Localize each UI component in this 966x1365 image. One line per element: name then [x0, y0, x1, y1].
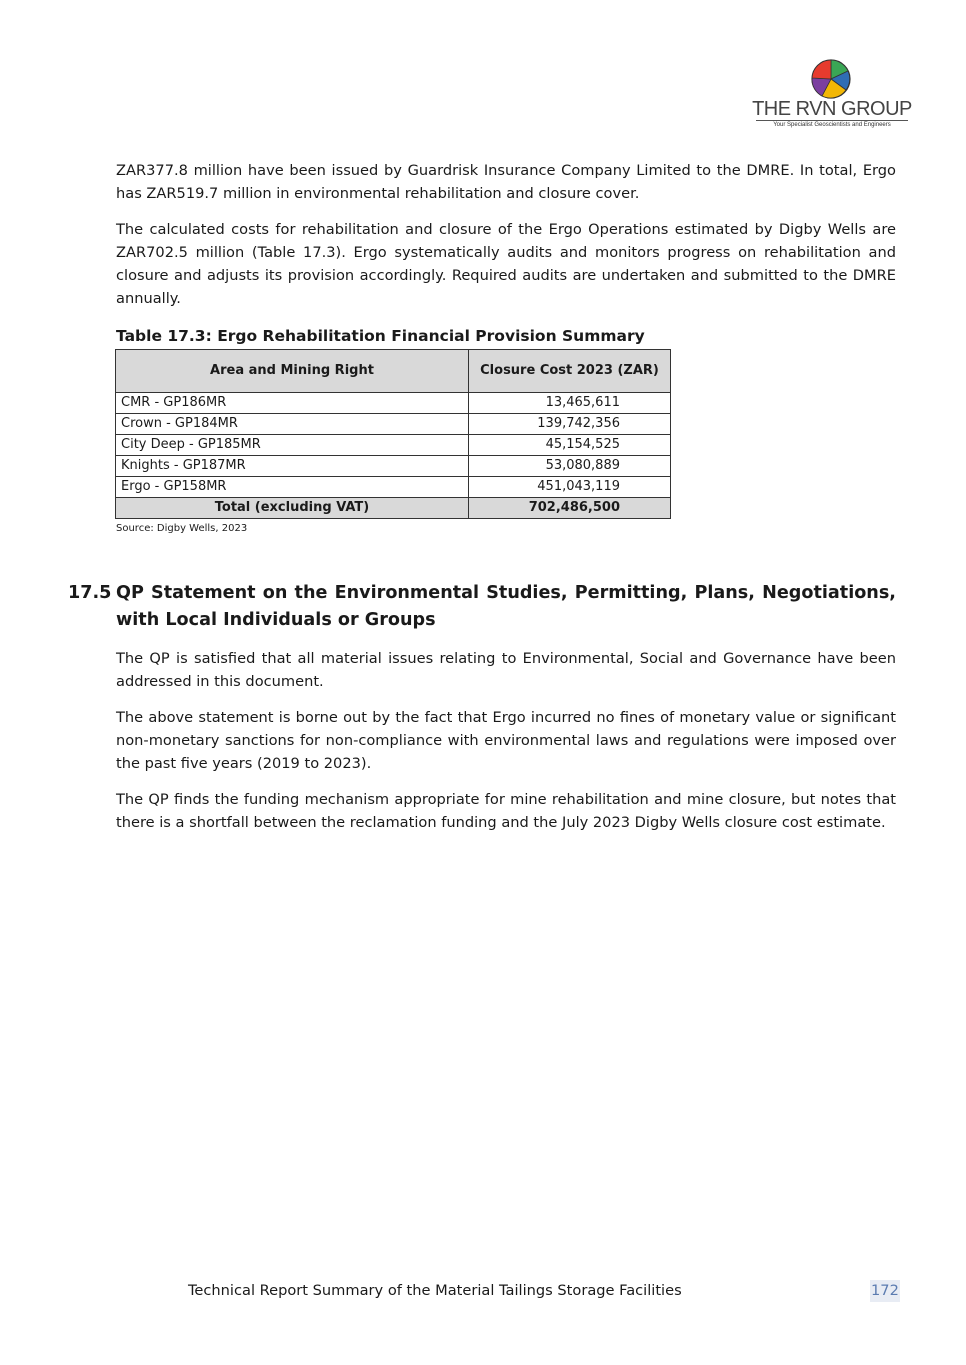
company-logo [752, 58, 912, 130]
row-cost: 13,465,611 [469, 393, 671, 414]
section-number: 17.5 [68, 583, 112, 603]
section-title: QP Statement on the Environmental Studies, Permitting, Plans, Negotiations, with Local Individuals or Groups [116, 583, 896, 630]
table-row [116, 477, 671, 498]
total-value: 702,486,500 [469, 498, 671, 519]
paragraph-funding: The QP finds the funding mechanism appropriate for mine rehabilitation and mine closure, but notes that there is a shortfall between the reclamation funding and the July 2023 Digby Wells closure cost estimate. [116, 791, 896, 831]
header-area: Area and Mining Right [116, 350, 469, 393]
row-cost: 53,080,889 [469, 456, 671, 477]
paragraph-statement: The above statement is borne out by the fact that Ergo incurred no fines of monetary value or significant non-monetary sanctions for non-compliance with environmental laws and regulations were imposed over the past five years (2019 to 2023). [116, 709, 896, 772]
logo-wheel-icon [810, 58, 852, 100]
row-area: CMR - GP186MR [116, 393, 469, 414]
section-heading [68, 580, 896, 634]
table-row [116, 393, 671, 414]
provision-table [115, 349, 671, 519]
total-label: Total (excluding VAT) [116, 498, 469, 519]
page-number: 172 [870, 1280, 900, 1302]
row-area: Knights - GP187MR [116, 456, 469, 477]
logo-tagline: Your Specialist Geoscientists and Engineers [773, 122, 891, 128]
table-header-row [116, 350, 671, 393]
row-cost: 45,154,525 [469, 435, 671, 456]
table-row [116, 435, 671, 456]
table-total-row [116, 498, 671, 519]
paragraph-cover: ZAR377.8 million have been issued by Guardrisk Insurance Company Limited to the DMRE. In total, Ergo has ZAR519.7 million in environmental rehabilitation and closure cover. [116, 162, 896, 202]
row-area: Ergo - GP158MR [116, 477, 469, 498]
table-source: Source: Digby Wells, 2023 [116, 523, 248, 534]
table-row [116, 456, 671, 477]
paragraph-costs: The calculated costs for rehabilitation and closure of the Ergo Operations estimated by Digby Wells are ZAR702.5 million (Table 17.3). Ergo systematically audits and monitors progress on rehabilitation and closure and adjusts its provision accordingly. Required audits are undertaken and submitted to the DMRE annually. [116, 221, 896, 307]
row-cost: 139,742,356 [469, 414, 671, 435]
row-area: Crown - GP184MR [116, 414, 469, 435]
header-closure-cost: Closure Cost 2023 (ZAR) [469, 350, 671, 393]
table-row [116, 414, 671, 435]
footer-title: Technical Report Summary of the Material Tailings Storage Facilities [188, 1282, 682, 1299]
table-title: Table 17.3: Ergo Rehabilitation Financial Provision Summary [116, 327, 645, 345]
row-cost: 451,043,119 [469, 477, 671, 498]
logo-divider [756, 120, 908, 121]
paragraph-qp-satisfied: The QP is satisfied that all material issues relating to Environmental, Social and Governance have been addressed in this document. [116, 650, 896, 690]
logo-name: THE RVN GROUP [752, 98, 912, 120]
row-area: City Deep - GP185MR [116, 435, 469, 456]
